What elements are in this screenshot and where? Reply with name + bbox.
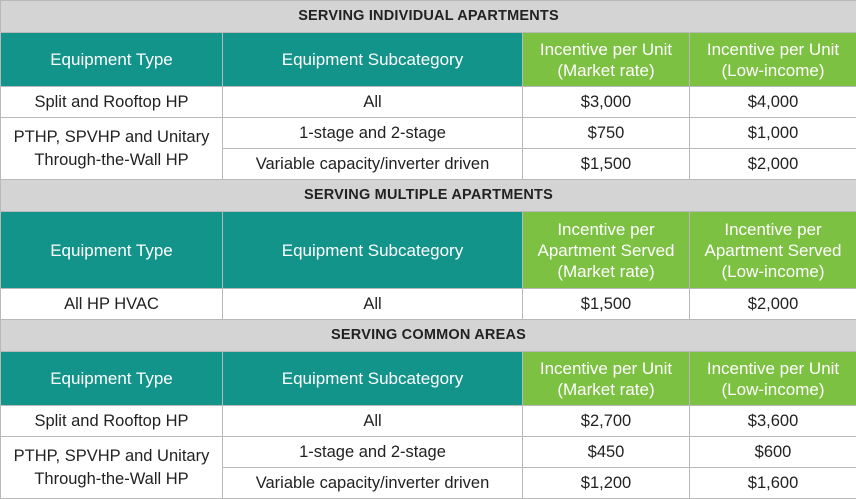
section-header-multiple-apartments	[1, 180, 856, 212]
table-row	[1, 118, 856, 149]
equipment-type-line: Through-the-Wall HP	[3, 149, 220, 172]
header-equipment-type: Equipment Type	[1, 33, 223, 87]
header-equipment-type: Equipment Type	[1, 212, 223, 289]
market-rate-cell: $3,000	[523, 87, 690, 118]
market-rate-cell: $450	[523, 437, 690, 468]
header-equipment-type: Equipment Type	[1, 352, 223, 406]
table-row	[1, 87, 856, 118]
column-header-row	[1, 352, 856, 406]
section-header-individual-apartments	[1, 1, 856, 33]
low-income-cell: $1,000	[690, 118, 856, 149]
table-row	[1, 406, 856, 437]
subcategory-cell: 1-stage and 2-stage	[223, 437, 523, 468]
equipment-type-cell: All HP HVAC	[1, 289, 223, 320]
subcategory-cell: All	[223, 289, 523, 320]
header-line: (Market rate)	[525, 261, 687, 282]
header-line: (Low-income)	[692, 261, 854, 282]
market-rate-cell: $1,500	[523, 149, 690, 180]
table-row	[1, 289, 856, 320]
header-line: (Market rate)	[525, 60, 687, 81]
market-rate-cell: $1,200	[523, 468, 690, 499]
subcategory-cell: Variable capacity/inverter driven	[223, 149, 523, 180]
header-incentive-market-rate	[523, 212, 690, 289]
low-income-cell: $600	[690, 437, 856, 468]
low-income-cell: $2,000	[690, 289, 856, 320]
low-income-cell: $1,600	[690, 468, 856, 499]
market-rate-cell: $1,500	[523, 289, 690, 320]
subcategory-cell: 1-stage and 2-stage	[223, 118, 523, 149]
subcategory-cell: Variable capacity/inverter driven	[223, 468, 523, 499]
header-line: Incentive per Unit	[525, 39, 687, 60]
section-title: SERVING MULTIPLE APARTMENTS	[1, 180, 856, 212]
equipment-type-line: PTHP, SPVHP and Unitary	[3, 445, 220, 468]
header-incentive-low-income	[690, 352, 856, 406]
header-line: Incentive per	[525, 219, 687, 240]
equipment-type-cell	[1, 118, 223, 180]
table-row	[1, 437, 856, 468]
header-incentive-market-rate	[523, 352, 690, 406]
section-header-common-areas	[1, 320, 856, 352]
header-line: Apartment Served	[525, 240, 687, 261]
column-header-row	[1, 33, 856, 87]
equipment-type-line: Through-the-Wall HP	[3, 468, 220, 491]
header-line: (Low-income)	[692, 60, 854, 81]
low-income-cell: $3,600	[690, 406, 856, 437]
subcategory-cell: All	[223, 406, 523, 437]
header-line: Incentive per Unit	[692, 39, 854, 60]
header-incentive-market-rate	[523, 33, 690, 87]
header-line: Incentive per	[692, 219, 854, 240]
header-line: Incentive per Unit	[692, 358, 854, 379]
low-income-cell: $4,000	[690, 87, 856, 118]
equipment-type-cell: Split and Rooftop HP	[1, 406, 223, 437]
header-equipment-subcategory: Equipment Subcategory	[223, 352, 523, 406]
section-title: SERVING COMMON AREAS	[1, 320, 856, 352]
market-rate-cell: $2,700	[523, 406, 690, 437]
header-incentive-low-income	[690, 212, 856, 289]
equipment-type-line: PTHP, SPVHP and Unitary	[3, 126, 220, 149]
section-title: SERVING INDIVIDUAL APARTMENTS	[1, 1, 856, 33]
header-line: (Market rate)	[525, 379, 687, 400]
header-equipment-subcategory: Equipment Subcategory	[223, 212, 523, 289]
header-line: (Low-income)	[692, 379, 854, 400]
low-income-cell: $2,000	[690, 149, 856, 180]
subcategory-cell: All	[223, 87, 523, 118]
market-rate-cell: $750	[523, 118, 690, 149]
header-line: Incentive per Unit	[525, 358, 687, 379]
header-incentive-low-income	[690, 33, 856, 87]
equipment-type-cell	[1, 437, 223, 499]
header-equipment-subcategory: Equipment Subcategory	[223, 33, 523, 87]
column-header-row	[1, 212, 856, 289]
equipment-type-cell: Split and Rooftop HP	[1, 87, 223, 118]
header-line: Apartment Served	[692, 240, 854, 261]
